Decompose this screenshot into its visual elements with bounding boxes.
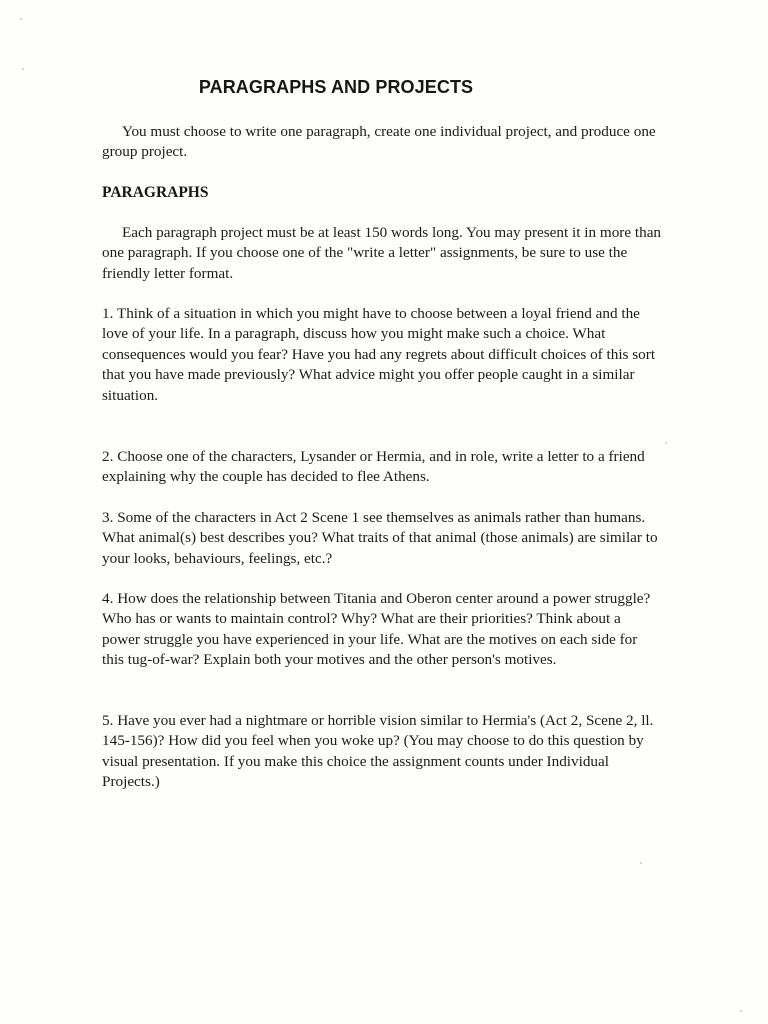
list-item: 4. How does the relationship between Titania and Oberon center around a power struggle? Who has or wants to maintain control? Why? What are their priorities? Think about a power struggle you have experienced in your life. What are the motives on each side for this tug-of-war? Explain both your motives and the other person's motives. <box>102 590 651 669</box>
scan-speck <box>20 18 22 20</box>
list-item: 3. Some of the characters in Act 2 Scene 1 see themselves as animals rather than humans. What animal(s) best describes you? What traits of that animal (those animals) are similar to your looks, behaviours, feelings, etc.? <box>102 509 658 567</box>
list-item: 5. Have you ever had a nightmare or horrible vision similar to Hermia's (Act 2, Scene 2, ll. 145-156)? How did you feel when you woke up? (You may choose to do this question by visual presentation. If you make this choice the assignment counts under Individual Projects.) <box>102 712 654 791</box>
section-intro-paragraph: Each paragraph project must be at least 150 words long. You may present it in more than one paragraph. If you choose one of the "write a letter" assignments, be sure to use the friendly letter format. <box>102 224 662 282</box>
list-item: 2. Choose one of the characters, Lysander or Hermia, and in role, write a letter to a friend explaining why the couple has decided to flee Athens. <box>102 448 645 486</box>
page-title: PARAGRAPHS AND PROJECTS <box>198 77 474 97</box>
scan-speck <box>640 862 642 864</box>
scan-speck <box>665 442 667 444</box>
section-heading: PARAGRAPHS <box>102 184 209 201</box>
scan-speck <box>740 1010 742 1012</box>
intro-paragraph: You must choose to write one paragraph, create one individual project, and produce one group project. <box>102 123 656 161</box>
scan-speck <box>22 68 24 70</box>
list-item: 1. Think of a situation in which you might have to choose between a loyal friend and the love of your life. In a paragraph, discuss how you might make such a choice. What consequences would you fear? Have you had any regrets about difficult choices of this sort that you have made previously? What advice might you offer people caught in a similar situation. <box>102 305 656 404</box>
